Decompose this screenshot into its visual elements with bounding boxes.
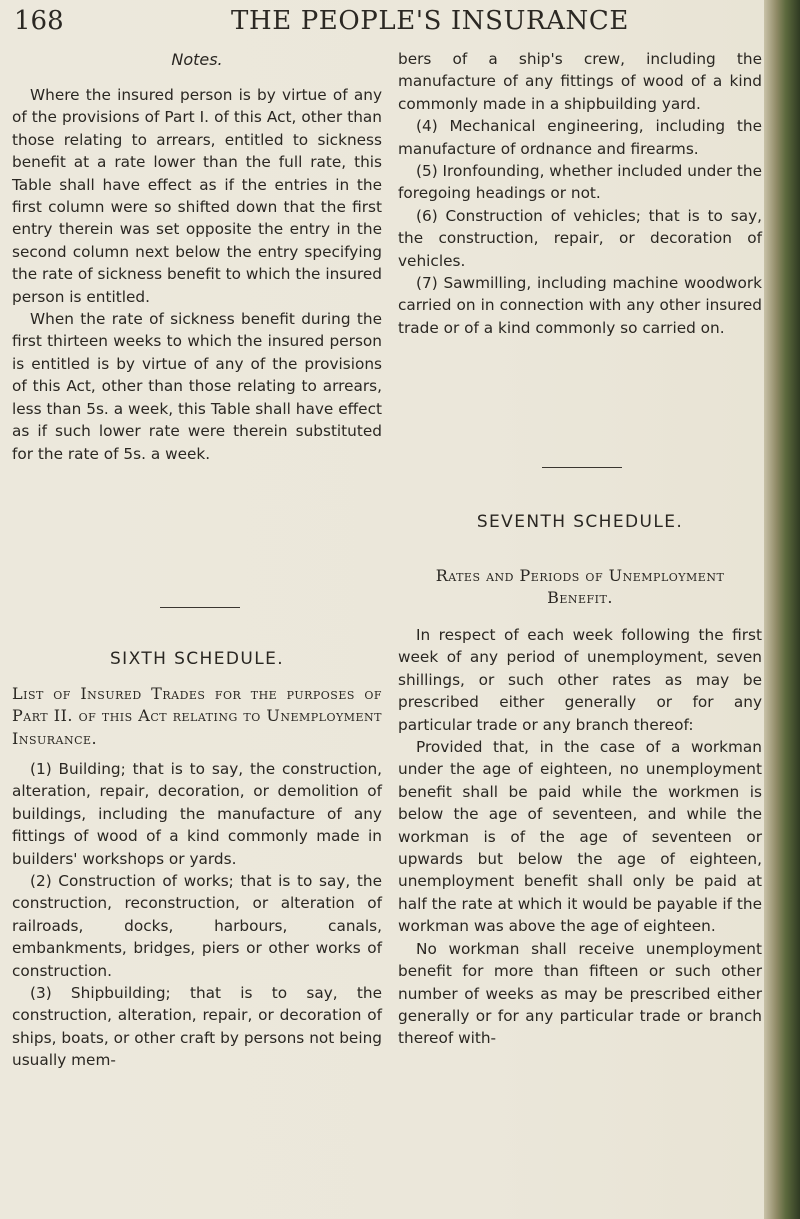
benefit-paragraph-3: No workman shall receive unemployment benefit for more than fifteen or such other number of weeks as may be prescribed either generally or for any particular trade or branch thereof with- <box>398 939 762 1048</box>
trade-item-7: (7) Sawmilling, including machine woodwork carried on in connection with any other insured trade or of a kind commonly so carried on. <box>398 274 762 337</box>
seventh-schedule-subtitle-line-1: Rates and Periods of Unemployment <box>435 566 725 585</box>
benefit-paragraph-2: Provided that, in the case of a workman under the age of eighteen, no unemployment benefit shall be paid while the workmen is below the age of seventeen, and while the workman is of the age of seventeen or upwards but below the age of eighteen, unemployment benefit shall only be paid at half the rate at which it would be payable if the workman was above the age of eighteen. <box>398 738 762 936</box>
notes-text <box>12 84 382 465</box>
trade-item-3: (3) Shipbuilding; that is to say, the construction, alteration, repair, or decoration of ships, boats, or other craft by persons not being usually mem- <box>12 984 382 1070</box>
trade-item-4: (4) Mechanical engineering, including the manufacture of ordnance and firearms. <box>398 117 762 158</box>
running-head: THE PEOPLE'S INSURANCE <box>231 6 629 36</box>
trade-item-6: (6) Construction of vehicles; that is to say, the construction, repair, or decoration of vehicles. <box>398 206 762 270</box>
sixth-schedule-subtitle: List of Insured Trades for the purposes of Part II. of this Act relating to Unemployment Insurance. <box>12 684 382 748</box>
seventh-schedule-subtitle-line-2: Benefit. <box>547 588 613 608</box>
trade-item-1: (1) Building; that is to say, the construction, alteration, repair, decoration, or demolition of buildings, including the manufacture of any fittings of wood of a kind commonly made in builders' workshops or yards. <box>12 760 382 868</box>
book-edge <box>764 0 800 1219</box>
trade-item-3-continued: bers of a ship's crew, including the manufacture of any fittings of wood of a kind commonly made in a shipbuilding yard. <box>398 50 762 113</box>
page-number: 168 <box>14 6 64 36</box>
page-header <box>0 6 780 42</box>
sixth-schedule-items <box>12 758 382 1072</box>
benefit-paragraph-1: In respect of each week following the first week of any period of unemployment, seven shillings, or such other rates as may be prescribed either generally or for any particular trade or any branch thereof: <box>398 626 762 734</box>
sixth-schedule-items-continued <box>398 48 762 339</box>
seventh-schedule-text <box>398 624 762 1050</box>
seventh-schedule-title: SEVENTH SCHEDULE. <box>476 512 684 532</box>
trade-item-2: (2) Construction of works; that is to say, the construction, reconstruction, or alteration of railroads, docks, harbours, canals, embankments, bridges, piers or other works of construction. <box>12 872 382 980</box>
seventh-schedule-subtitle <box>398 565 762 610</box>
trade-item-5: (5) Ironfounding, whether included under the foregoing headings or not. <box>398 162 762 203</box>
notes-heading: Notes. <box>171 50 223 69</box>
section-divider-right <box>542 467 622 468</box>
sixth-schedule-title: SIXTH SCHEDULE. <box>109 649 285 669</box>
section-divider-left <box>160 607 240 608</box>
notes-paragraph-2: When the rate of sickness benefit during the first thirteen weeks to which the insured person is entitled is by virtue of any of the provisions of this Act, other than those relating to arrears, less than 5s. a week, this Table shall have effect as if such lower rate were therein substituted for the rate of 5s. a week. <box>12 310 382 463</box>
notes-paragraph-1: Where the insured person is by virtue of any of the provisions of Part I. of this Act, other than those relating to arrears, entitled to sickness benefit at a rate lower than the full rate, this Table shall have effect as if the entries in the first column were so shifted down that the first entry therein was set opposite the entry in the second column next below the entry specifying the rate of sickness benefit to which the insured person is entitled. <box>12 86 382 306</box>
